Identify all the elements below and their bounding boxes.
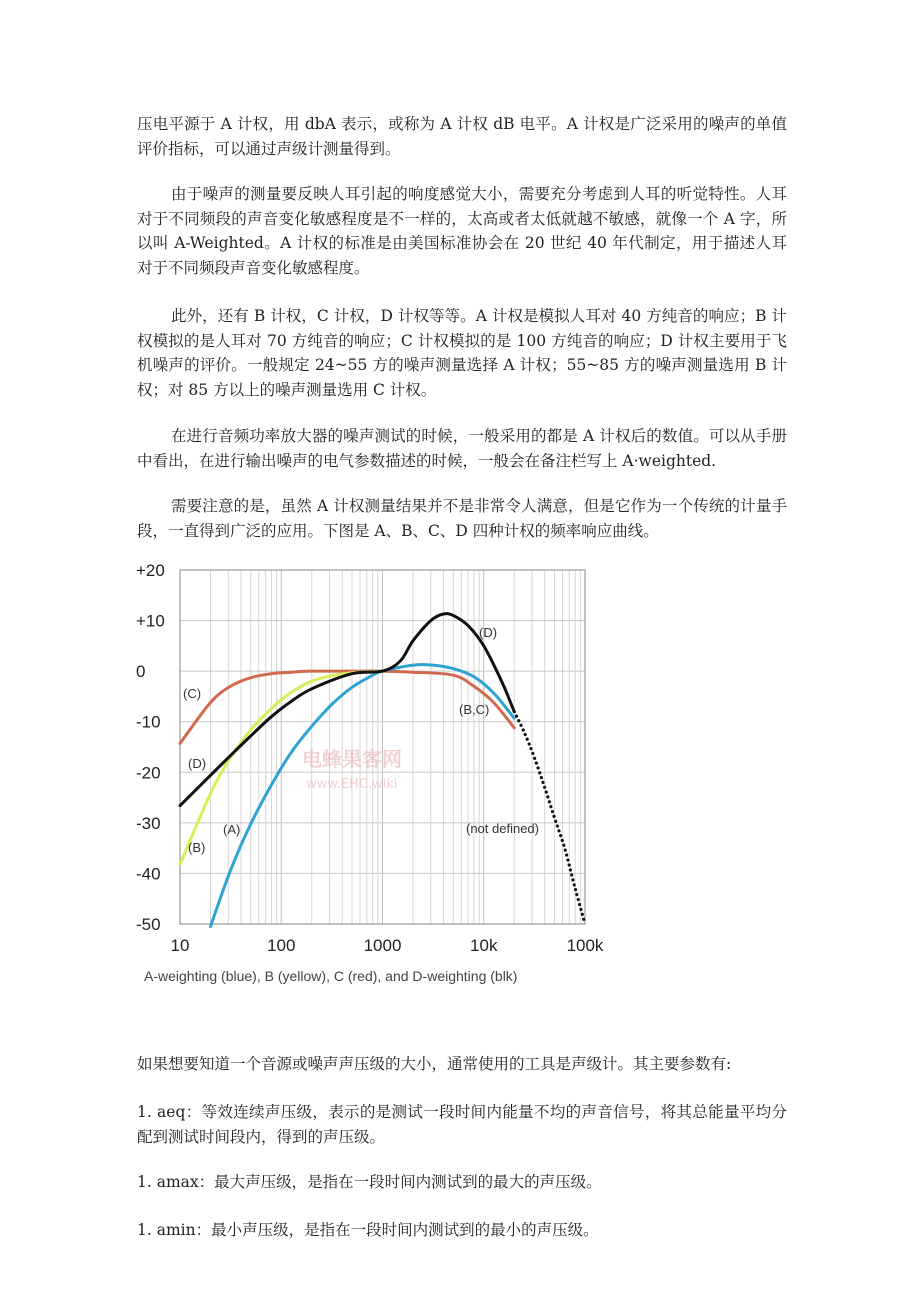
y-tick-label: -20 [136, 763, 161, 783]
paragraph-4: 在进行音频功率放大器的噪声测试的时候，一般采用的都是 A 计权后的数值。可以从手册中看出，在进行输出噪声的电气参数描述的时候，一般会在备注栏写上 A·weighted. [137, 427, 787, 470]
watermark-url: www.EHC.wiki [306, 777, 398, 792]
series-label-b: (B) [188, 840, 206, 855]
series-label-bc: (B,C) [459, 702, 490, 717]
x-tick-label: 1000 [363, 936, 402, 955]
paragraph-3: 此外，还有 B 计权，C 计权，D 计权等等。A 计权是模拟人耳对 40 方纯音的响应；B 计权模拟的是人耳对 70 方纯音的响应；C 计权模拟的是 100 方纯音的响应；D 计权主要用于飞机噪声的评价。一般规定 24~55 方的噪声测量选择 A 计权；55~85 方的噪声测量选用 B 计权；对 85 方以上的噪声测量选用 C 计权。 [137, 307, 787, 399]
series-label-d: (D) [188, 756, 207, 771]
paragraph-after-1: 如果想要知道一个音源或噪声声压级的大小，通常使用的工具是声级计。其主要参数有: [137, 1055, 732, 1073]
y-tick-label: -40 [136, 864, 161, 884]
series-label-undefined: (not defined) [466, 821, 539, 836]
y-tick-label: -30 [136, 813, 161, 833]
paragraph-after-3: 1. amax：最大声压级，是指在一段时间内测试到的最大的声压级。 [137, 1173, 602, 1191]
x-tick-label: 100k [566, 936, 604, 955]
y-tick-label: +10 [136, 611, 165, 631]
y-tick-label: +20 [136, 561, 165, 580]
series-line-undefined [514, 712, 585, 924]
weighting-curves-chart [130, 548, 610, 998]
x-tick-label: 100 [267, 936, 296, 955]
paragraph-2: 由于噪声的测量要反映人耳引起的响度感觉大小，需要充分考虑到人耳的听觉特性。人耳对于不同频段的声音变化敏感程度是不一样的，太高或者太低就越不敏感，就像一个 A 字，所以叫 A-Weighted。A 计权的标准是由美国标准协会在 20 世纪 40 年代制定，用于描述人耳对于不同频段声音变化敏感程度。 [137, 185, 787, 277]
series-label-a: (A) [223, 822, 241, 837]
chart-caption: A-weighting (blue), B (yellow), C (red), and D-weighting (blk) [144, 968, 518, 984]
y-tick-label: -50 [136, 915, 161, 934]
paragraph-after-4: 1. amin：最小声压级，是指在一段时间内测试到的最小的声压级。 [137, 1221, 599, 1239]
paragraph-1: 压电平源于 A 计权，用 dbA 表示，或称为 A 计权 dB 电平。A 计权是广泛采用的噪声的单值评价指标，可以通过声级计测量得到。 [137, 115, 787, 158]
y-tick-label: -10 [136, 712, 161, 732]
paragraph-5: 需要注意的是，虽然 A 计权测量结果并不是非常令人满意，但是它作为一个传统的计量手段，一直得到广泛的应用。下图是 A、B、C、D 四种计权的频率响应曲线。 [137, 497, 787, 540]
y-tick-label: 0 [136, 662, 146, 682]
series-label-d-peak: (D) [479, 625, 498, 640]
chart-labels [183, 625, 539, 855]
series-label-c: (C) [183, 686, 202, 701]
paragraph-after-2: 1. aeq：等效连续声压级，表示的是测试一段时间内能量不均的声音信号，将其总能量平均分配到测试时间段内，得到的声压级。 [137, 1103, 787, 1146]
x-tick-label: 10k [470, 936, 498, 955]
chart-watermark [302, 747, 402, 792]
watermark-cn: 电蜂果客网 [302, 747, 402, 771]
x-tick-label: 10 [170, 936, 190, 955]
